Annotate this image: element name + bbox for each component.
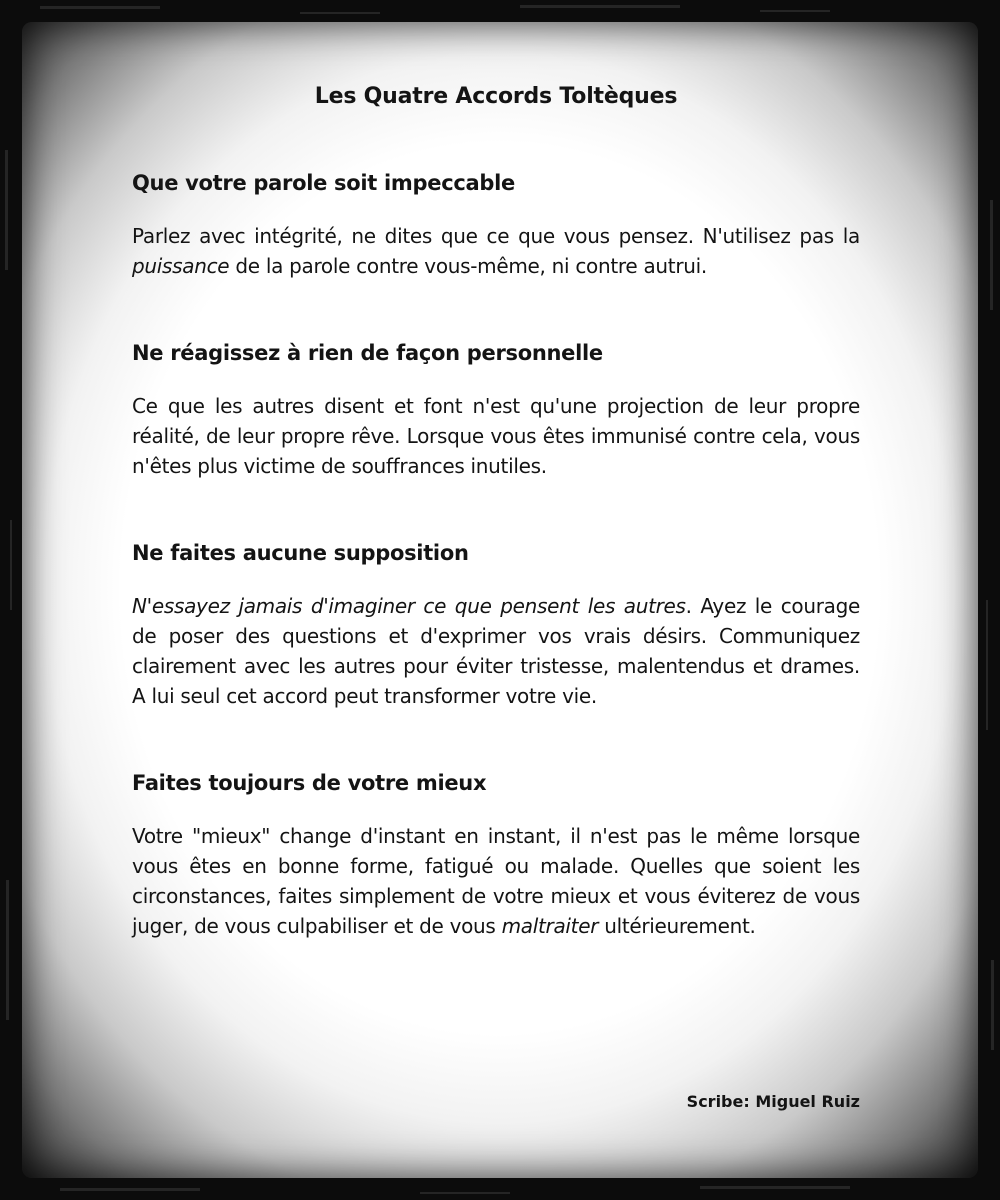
accord-4-text: Votre "mieux" change d'instant en instant, il n'est pas le même lorsque vous êtes en bonne forme, fatigué ou malade. Quelles que soient les circonstances, faites simplement de votre mieux et vous éviterez de vous juger, de vous culpabiliser et de vous maltraiter ultérieurement.	[132, 824, 860, 938]
accord-1-emphasis: puissance	[132, 254, 230, 278]
accord-3-heading: Ne faites aucune supposition	[132, 541, 469, 565]
accord-4-emphasis: maltraiter	[501, 914, 599, 938]
accord-2-heading: Ne réagissez à rien de façon personnelle	[132, 341, 603, 365]
accord-4-heading: Faites toujours de votre mieux	[132, 771, 487, 795]
accord-1-heading: Que votre parole soit impeccable	[132, 171, 515, 195]
accord-3-emphasis: N'essayez jamais d'imaginer ce que pensent les autres	[132, 594, 686, 618]
accord-2-text: Ce que les autres disent et font n'est qu'une projection de leur propre réalité, de leur propre rêve. Lorsque vous êtes immunisé contre cela, vous n'êtes plus victime de souffrances inutiles.	[132, 394, 860, 478]
signature: Scribe: Miguel Ruiz	[686, 1092, 860, 1111]
accord-1-text: Parlez avec intégrité, ne dites que ce que vous pensez. N'utilisez pas la puissance de la parole contre vous-même, ni contre autrui.	[132, 224, 860, 278]
accord-3-text: N'essayez jamais d'imaginer ce que pensent les autres. Ayez le courage de poser des questions et d'exprimer vos vrais désirs. Communiquez clairement avec les autres pour éviter tristesse, malentendus et drames. A lui seul cet accord peut transformer votre vie.	[132, 594, 861, 708]
document-body	[132, 84, 860, 941]
document-title: Les Quatre Accords Toltèques	[314, 84, 678, 109]
